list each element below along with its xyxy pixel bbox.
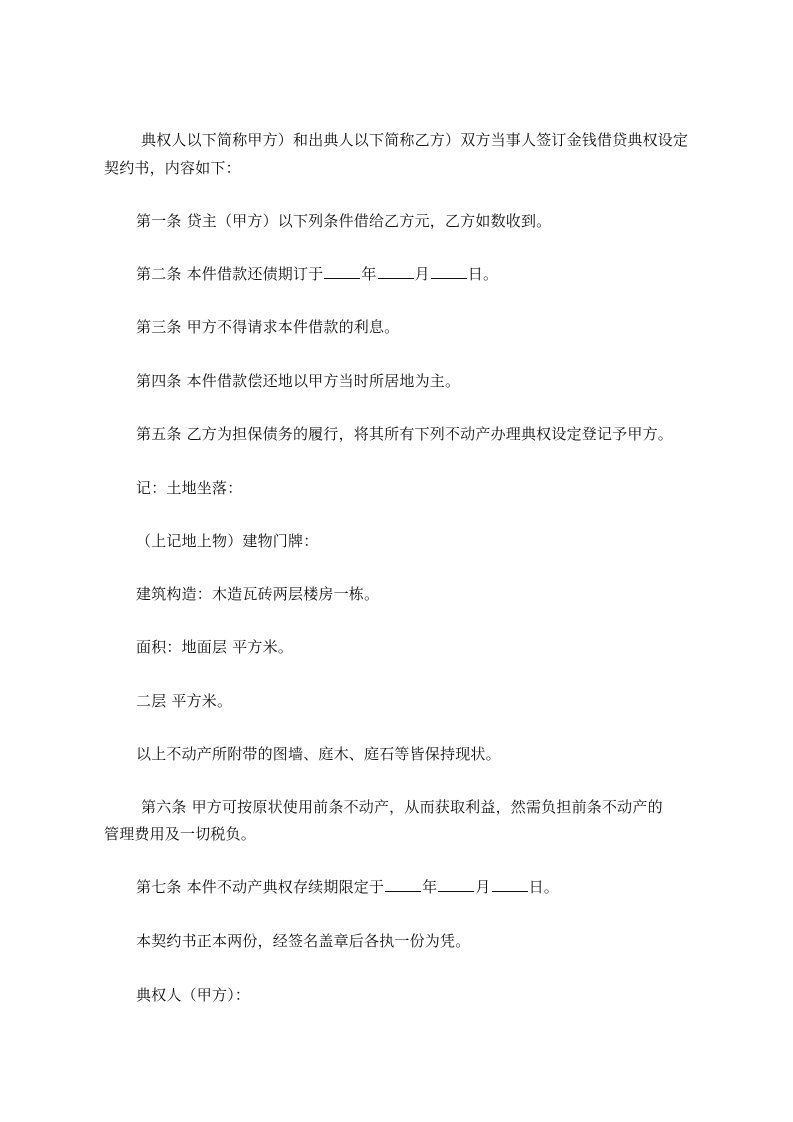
intro-line-1: 典权人以下简称甲方）和出典人以下简称乙方）双方当事人签订金钱借贷典权设定 (141, 131, 689, 149)
land-location: 记：土地坐落： (136, 479, 243, 497)
article-1: 第一条 贷主（甲方）以下列条件借给乙方元，乙方如数收到。 (136, 212, 552, 230)
article-6-line-2: 管理费用及一切税负。 (104, 825, 257, 843)
article-7-year: 年 (422, 878, 438, 896)
article-4: 第四条 本件借款偿还地以甲方当时所居地为主。 (136, 372, 461, 390)
article-2-year: 年 (361, 265, 377, 283)
article-7-month: 月 (475, 878, 491, 896)
building-plate: （上记地上物）建物门牌： (136, 532, 319, 550)
year-blank (385, 877, 421, 892)
article-7-prefix: 第七条 本件不动产典权存续期限定于 (136, 878, 385, 896)
copies-clause: 本契约书正本两份，经签名盖章后各执一份为凭。 (136, 932, 471, 950)
area-ground: 面积：地面层 平方米。 (136, 638, 293, 656)
month-blank (438, 877, 474, 892)
article-7 (136, 875, 559, 899)
article-6-line-1: 第六条 甲方可按原状使用前条不动产，从而获取利益，然需负担前条不动产的 (141, 798, 663, 816)
article-7-day: 日。 (528, 878, 559, 896)
article-3: 第三条 甲方不得请求本件借款的利息。 (136, 318, 400, 336)
intro-line-2: 契约书，内容如下： (104, 159, 241, 177)
month-blank (378, 264, 414, 279)
day-blank (431, 264, 467, 279)
article-2-prefix: 第二条 本件借款还债期订于 (136, 265, 324, 283)
article-5: 第五条 乙方为担保债务的履行，将其所有下列不动产办理典权设定登记予甲方。 (136, 425, 673, 443)
article-2-day: 日。 (467, 265, 499, 283)
article-2 (136, 262, 498, 286)
signature-party-a: 典权人（甲方）： (136, 986, 251, 1004)
article-2-month: 月 (414, 265, 430, 283)
area-second: 二层 平方米。 (136, 692, 233, 710)
building-structure: 建筑构造：木造瓦砖两层楼房一栋。 (136, 585, 380, 603)
day-blank (492, 877, 528, 892)
fixtures: 以上不动产所附带的图墙、庭木、庭石等皆保持现状。 (136, 745, 501, 763)
year-blank (324, 264, 360, 279)
